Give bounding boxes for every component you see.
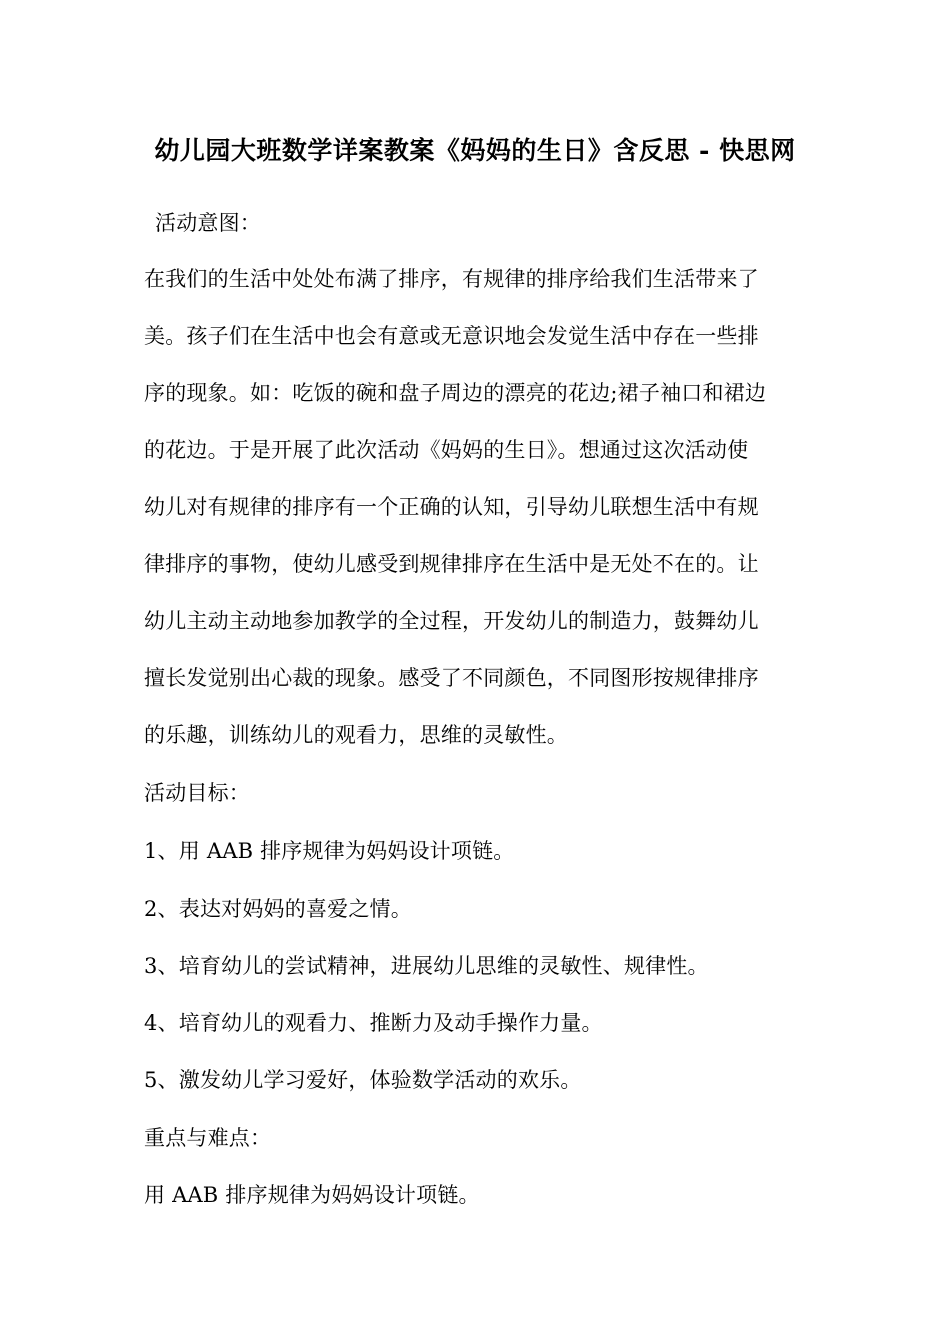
intent-paragraph-line: 美。孩子们在生活中也会有意或无意识地会发觉生活中存在一些排 bbox=[144, 324, 759, 348]
intent-paragraph-line: 擅长发觉别出心裁的现象。感受了不同颜色，不同图形按规律排序 bbox=[144, 666, 759, 690]
intent-paragraph-line: 幼儿主动主动地参加教学的全过程，开发幼儿的制造力，鼓舞幼儿 bbox=[144, 609, 759, 633]
goal-item: 5、激发幼儿学习爱好，体验数学活动的欢乐。 bbox=[144, 1068, 582, 1092]
document-title: 幼儿园大班数学详案教案《妈妈的生日》含反思 - 快思网 bbox=[154, 136, 796, 165]
key-point-text: 用 AAB 排序规律为妈妈设计项链。 bbox=[144, 1183, 480, 1207]
intent-paragraph-line: 在我们的生活中处处布满了排序，有规律的排序给我们生活带来了 bbox=[144, 267, 759, 291]
goal-item: 4、培育幼儿的观看力、推断力及动手操作力量。 bbox=[144, 1011, 603, 1035]
section-heading-intent: 活动意图： bbox=[155, 211, 261, 235]
goal-item: 3、培育幼儿的尝试精神，进展幼儿思维的灵敏性、规律性。 bbox=[144, 954, 709, 978]
intent-paragraph-line: 幼儿对有规律的排序有一个正确的认知，引导幼儿联想生活中有规 bbox=[144, 495, 759, 519]
intent-paragraph-line: 律排序的事物，使幼儿感受到规律排序在生活中是无处不在的。让 bbox=[144, 552, 759, 576]
goal-item: 1、用 AAB 排序规律为妈妈设计项链。 bbox=[144, 839, 515, 863]
goal-item: 2、表达对妈妈的喜爱之情。 bbox=[144, 897, 412, 921]
section-heading-goals: 活动目标： bbox=[144, 781, 250, 805]
intent-paragraph-line: 的花边。于是开展了此次活动《妈妈的生日》。想通过这次活动使 bbox=[144, 438, 749, 462]
intent-paragraph-line: 的乐趣，训练幼儿的观看力，思维的灵敏性。 bbox=[144, 723, 568, 747]
intent-paragraph-line: 序的现象。如：吃饭的碗和盘子周边的漂亮的花边;裙子袖口和裙边 bbox=[144, 381, 767, 405]
section-heading-key-points: 重点与难点： bbox=[144, 1126, 272, 1150]
